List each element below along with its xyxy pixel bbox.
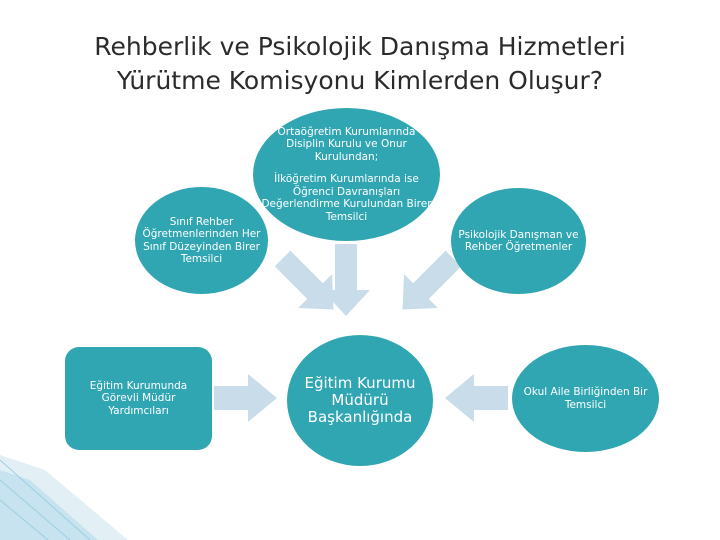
node-principal-chair bbox=[287, 335, 433, 466]
node-class-teachers-text: Sınıf Rehber Öğretmenlerinden Her Sınıf Düzeyinden Birer Temsilci bbox=[142, 215, 261, 265]
title-line-2: Yürütme Komisyonu Kimlerden Oluşur? bbox=[116, 66, 604, 95]
node-discipline-board bbox=[253, 108, 440, 241]
node-parent-association-text: Okul Aile Birliğinden Bir Temsilci bbox=[523, 386, 648, 411]
node-vice-principals-text: Eğitim Kurumunda Görevli Müdür Yardımcıları bbox=[89, 379, 188, 417]
title-line-1: Rehberlik ve Psikolojik Danışma Hizmetleri bbox=[94, 32, 626, 61]
node-discipline-board-text-1: Ortaöğretim Kurumlarında Disiplin Kurulu ve Onur Kurulundan; bbox=[277, 125, 416, 163]
node-parent-association bbox=[512, 345, 659, 452]
node-counselors bbox=[451, 188, 586, 294]
node-vice-principals bbox=[65, 347, 212, 450]
node-principal-chair-text: Eğitim Kurumu Müdürü Başkanlığında bbox=[304, 374, 416, 426]
node-class-teachers bbox=[135, 187, 268, 294]
node-discipline-board-text-2: İlköğretim Kurumlarında ise Öğrenci Davranışları Değerlendirme Kurulundan Birer Temsilci bbox=[261, 173, 432, 223]
node-counselors-text: Psikolojik Danışman ve Rehber Öğretmenler bbox=[458, 228, 579, 253]
